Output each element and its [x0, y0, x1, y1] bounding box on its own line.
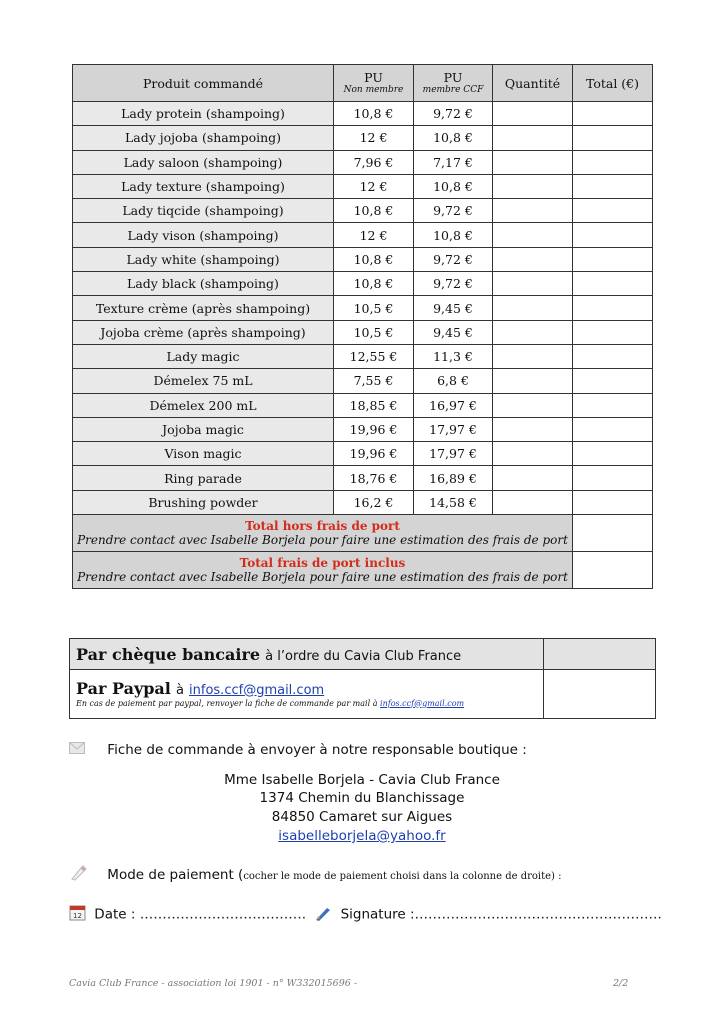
quantity-input[interactable] [493, 320, 573, 344]
total-input[interactable] [573, 126, 653, 150]
price-membre-ccf: 9,72 € [414, 102, 493, 126]
header-row [73, 65, 653, 102]
price-non-membre: 10,8 € [334, 272, 414, 296]
send-line [69, 742, 527, 758]
calendar-icon [69, 904, 86, 925]
total-input[interactable] [573, 247, 653, 271]
price-membre-ccf: 9,72 € [414, 199, 493, 223]
signature-label[interactable]: Signature :………………………………………………. [340, 906, 662, 923]
price-non-membre: 12 € [334, 126, 414, 150]
price-non-membre: 18,85 € [334, 393, 414, 417]
mode-note: cocher le mode de paiement choisi dans la colonne de droite) : [243, 871, 562, 882]
address-name: Mme Isabelle Borjela - Cavia Club France [224, 772, 500, 788]
price-non-membre: 12 € [334, 223, 414, 247]
table-row [73, 150, 653, 174]
price-non-membre: 10,8 € [334, 199, 414, 223]
quantity-input[interactable] [493, 150, 573, 174]
price-membre-ccf: 11,3 € [414, 344, 493, 368]
cheque-row [70, 639, 656, 670]
paypal-cell [70, 670, 544, 719]
product-name: Lady magic [73, 344, 334, 368]
price-membre-ccf: 17,97 € [414, 442, 493, 466]
total-input[interactable] [573, 150, 653, 174]
header-pu-membre-ccf [414, 65, 493, 102]
total-input[interactable] [573, 272, 653, 296]
product-name: Démelex 200 mL [73, 393, 334, 417]
product-name: Démelex 75 mL [73, 369, 334, 393]
address-email [0, 828, 724, 844]
order-table [72, 64, 653, 589]
header-pu-non-membre [334, 65, 414, 102]
total-ht-input[interactable] [573, 515, 653, 552]
price-non-membre: 19,96 € [334, 417, 414, 441]
product-name: Lady texture (shampoing) [73, 174, 334, 198]
total-input[interactable] [573, 466, 653, 490]
total-input[interactable] [573, 369, 653, 393]
quantity-input[interactable] [493, 199, 573, 223]
price-non-membre: 19,96 € [334, 442, 414, 466]
svg-text:12: 12 [73, 912, 82, 920]
mode-line [69, 864, 562, 886]
footer-left: Cavia Club France - association loi 1901 - n° W332015696 - [69, 978, 358, 989]
price-membre-ccf: 16,89 € [414, 466, 493, 490]
total-input[interactable] [573, 442, 653, 466]
paypal-checkbox[interactable] [544, 670, 656, 719]
header-product: Produit commandé [73, 65, 334, 102]
price-non-membre: 7,96 € [334, 150, 414, 174]
price-non-membre: 10,5 € [334, 320, 414, 344]
quantity-input[interactable] [493, 126, 573, 150]
mode-label: Mode de paiement ( [107, 867, 244, 883]
price-non-membre: 12,55 € [334, 344, 414, 368]
cheque-label: Par chèque bancaire [76, 644, 261, 664]
paypal-note-email-link[interactable]: infos.ccf@gmail.com [380, 698, 465, 708]
product-name: Lady saloon (shampoing) [73, 150, 334, 174]
header-pu-label: PU [443, 69, 463, 85]
price-membre-ccf: 9,72 € [414, 272, 493, 296]
price-membre-ccf: 6,8 € [414, 369, 493, 393]
header-total: Total (€) [573, 65, 653, 102]
total-input[interactable] [573, 490, 653, 514]
price-non-membre: 10,8 € [334, 102, 414, 126]
date-label[interactable]: Date : ………………………………. [94, 906, 306, 923]
table-row [73, 296, 653, 320]
price-membre-ccf: 14,58 € [414, 490, 493, 514]
quantity-input[interactable] [493, 466, 573, 490]
price-membre-ccf: 9,45 € [414, 320, 493, 344]
date-signature-line [69, 904, 662, 925]
total-ht-cell [73, 515, 573, 552]
total-ht-row [73, 515, 653, 552]
quantity-input[interactable] [493, 490, 573, 514]
address-email-link[interactable]: isabelleborjela@yahoo.fr [278, 828, 446, 844]
total-ht-label: Total hors frais de port [245, 519, 400, 534]
pen-icon [314, 905, 332, 925]
price-membre-ccf: 9,72 € [414, 247, 493, 271]
address-city: 84850 Camaret sur Aigues [271, 809, 453, 825]
quantity-input[interactable] [493, 247, 573, 271]
quantity-input[interactable] [493, 442, 573, 466]
total-input[interactable] [573, 102, 653, 126]
total-input[interactable] [573, 223, 653, 247]
product-name: Lady jojoba (shampoing) [73, 126, 334, 150]
total-ttc-label: Total frais de port inclus [239, 556, 406, 571]
table-row [73, 417, 653, 441]
header-pu-ccf-sub: membre CCF [422, 84, 484, 95]
total-ttc-input[interactable] [573, 552, 653, 589]
quantity-input[interactable] [493, 272, 573, 296]
total-input[interactable] [573, 417, 653, 441]
price-membre-ccf: 10,8 € [414, 126, 493, 150]
table-row [73, 102, 653, 126]
product-name: Jojoba crème (après shampoing) [73, 320, 334, 344]
total-input[interactable] [573, 199, 653, 223]
product-name: Jojoba magic [73, 417, 334, 441]
header-pu-non-sub: Non membre [343, 84, 404, 95]
send-text: Fiche de commande à envoyer à notre responsable boutique : [107, 742, 527, 758]
table-row [73, 223, 653, 247]
total-input[interactable] [573, 296, 653, 320]
price-non-membre: 10,5 € [334, 296, 414, 320]
quantity-input[interactable] [493, 102, 573, 126]
table-row [73, 466, 653, 490]
price-membre-ccf: 16,97 € [414, 393, 493, 417]
address-street: 1374 Chemin du Blanchissage [259, 790, 465, 806]
paypal-at: à [175, 682, 184, 698]
price-membre-ccf: 9,45 € [414, 296, 493, 320]
cheque-checkbox[interactable] [544, 639, 656, 670]
table-row [73, 490, 653, 514]
payment-table [69, 638, 656, 719]
price-membre-ccf: 10,8 € [414, 174, 493, 198]
total-ht-note: Prendre contact avec Isabelle Borjela pour faire une estimation des frais de port [77, 533, 568, 548]
cheque-cell [70, 639, 544, 670]
product-name: Texture crème (après shampoing) [73, 296, 334, 320]
price-membre-ccf: 17,97 € [414, 417, 493, 441]
paypal-label: Par Paypal [76, 678, 171, 698]
total-ttc-row [73, 552, 653, 589]
quantity-input[interactable] [493, 223, 573, 247]
price-non-membre: 18,76 € [334, 466, 414, 490]
pencil-icon [69, 864, 87, 886]
table-row [73, 442, 653, 466]
paypal-note-text: En cas de paiement par paypal, renvoyer la fiche de commande par mail à [76, 698, 378, 708]
quantity-input[interactable] [493, 174, 573, 198]
table-row [73, 369, 653, 393]
table-row [73, 126, 653, 150]
total-ttc-note: Prendre contact avec Isabelle Borjela pour faire une estimation des frais de port [77, 570, 568, 585]
product-name: Brushing powder [73, 490, 334, 514]
footer-page-number: 2/2 [613, 978, 629, 989]
quantity-input[interactable] [493, 296, 573, 320]
table-row [73, 320, 653, 344]
product-name: Lady protein (shampoing) [73, 102, 334, 126]
table-row [73, 272, 653, 296]
total-ttc-cell [73, 552, 573, 589]
price-non-membre: 7,55 € [334, 369, 414, 393]
table-row [73, 393, 653, 417]
product-name: Ring parade [73, 466, 334, 490]
price-membre-ccf: 10,8 € [414, 223, 493, 247]
product-name: Lady vison (shampoing) [73, 223, 334, 247]
total-input[interactable] [573, 174, 653, 198]
product-name: Lady white (shampoing) [73, 247, 334, 271]
price-non-membre: 12 € [334, 174, 414, 198]
total-input[interactable] [573, 344, 653, 368]
paypal-row [70, 670, 656, 719]
quantity-input[interactable] [493, 369, 573, 393]
table-row [73, 174, 653, 198]
quantity-input[interactable] [493, 344, 573, 368]
price-membre-ccf: 7,17 € [414, 150, 493, 174]
header-pu-label: PU [364, 69, 383, 85]
total-input[interactable] [573, 393, 653, 417]
header-quantity: Quantité [493, 65, 573, 102]
paypal-note [76, 698, 537, 710]
total-input[interactable] [573, 320, 653, 344]
price-non-membre: 10,8 € [334, 247, 414, 271]
paypal-email-link[interactable]: infos.ccf@gmail.com [189, 682, 325, 698]
price-non-membre: 16,2 € [334, 490, 414, 514]
envelope-icon [69, 742, 85, 758]
quantity-input[interactable] [493, 393, 573, 417]
product-name: Lady black (shampoing) [73, 272, 334, 296]
cheque-order-text: à l’ordre du Cavia Club France [265, 648, 462, 664]
table-row [73, 199, 653, 223]
table-row [73, 344, 653, 368]
quantity-input[interactable] [493, 417, 573, 441]
product-name: Lady tiqcide (shampoing) [73, 199, 334, 223]
product-name: Vison magic [73, 442, 334, 466]
table-row [73, 247, 653, 271]
